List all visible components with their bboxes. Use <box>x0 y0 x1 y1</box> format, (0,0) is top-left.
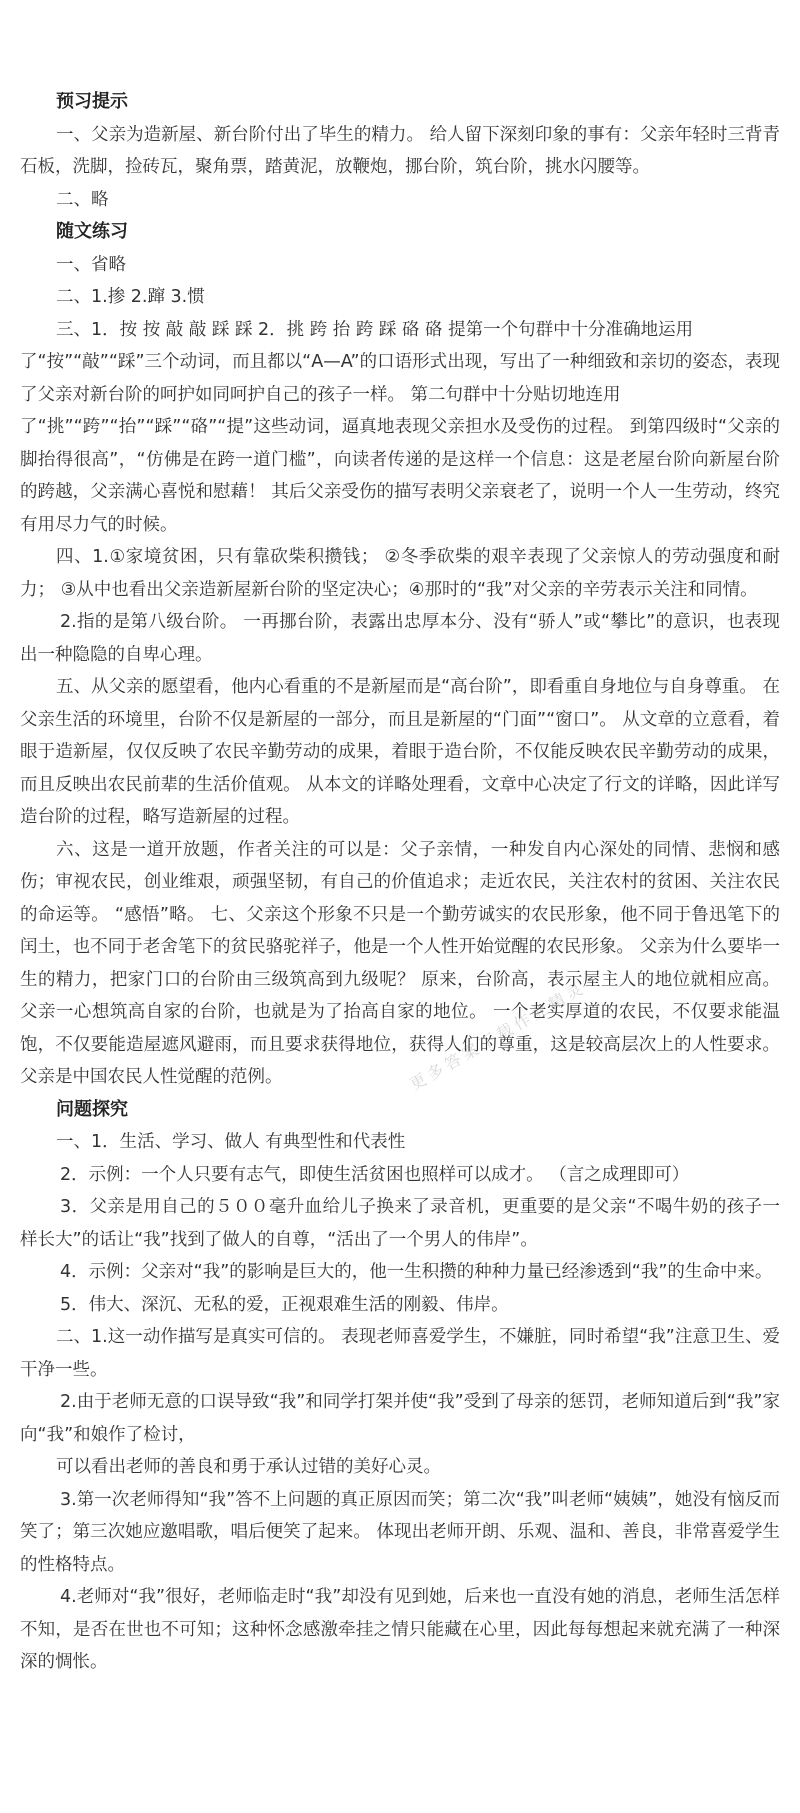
preview-paragraph: 二、略 <box>56 189 109 210</box>
inquiry-paragraph: 二、1.这一动作描写是真实可信的。 表现老师喜爱学生，不嫌脏，同时希望“我”注意卫生、爱干净一些。 <box>20 1327 780 1380</box>
heading-practice: 随文练习 <box>56 221 128 242</box>
inquiry-paragraph: 2．示例：一个人只要有志气，即使生活贫困也照样可以成才。 （言之成理即可） <box>60 1164 690 1185</box>
inquiry-paragraph: 5．伟大、深沉、无私的爱，正视艰难生活的刚毅、伟岸。 <box>60 1294 509 1315</box>
heading-inquiry: 问题探究 <box>56 1098 128 1120</box>
inquiry-paragraph: 一、1．生活、学习、做人 有典型性和代表性 <box>56 1132 406 1152</box>
practice-paragraph: 六、这是一道开放题，作者关注的可以是：父子亲情，一种发自内心深处的同情、悲悯和感伤；审视农民，创业维艰，顽强坚韧，有自己的价值追求；走近农民，关注农村的贫困、关注农民的命运等。 “感悟”略。 七、父亲这个形象不只是一个勤劳诚实的农民形象，他不同于鲁迅笔下的闰土，也不同于老舍笔下的贫民骆驼祥子，他是一个人性开始觉醒的农民形象。 父亲为什么要毕一生的精力，把家门口的台阶由三级筑高到九级呢？ 原来，台阶高，表示屋主人的地位就相应高。 父亲一心想筑高自家的台阶，也就是为了抬高自家的地位。 一个老实厚道的农民，不仅要求能温饱，不仅要能造屋遮风避雨，而且要求获得地位，获得人们的尊重，这是较高层次上的人性要求。 父亲是中国农民人性觉醒的范例。 <box>20 839 780 1087</box>
practice-paragraph: 三、1．按 按 敲 敲 踩 踩 2．挑 跨 抬 跨 踩 硌 硌 提第一个句群中十分准确地运用 <box>56 319 694 340</box>
practice-paragraph: 二、1.掺 2.蹿 3.惯 <box>56 287 205 307</box>
practice-paragraph: 一、省略 <box>56 254 126 275</box>
inquiry-paragraph: 可以看出老师的善良和勇于承认过错的美好心灵。 <box>56 1457 441 1477</box>
practice-paragraph: 四、1.①家境贫困，只有靠砍柴积攒钱； ②冬季砍柴的艰辛表现了父亲惊人的劳动强度和耐力； ③从中也看出父亲造新屋新台阶的坚定决心；④那时的“我”对父亲的辛劳表示关注和同情。 <box>20 547 780 600</box>
practice-paragraph: 了“挑”“跨”“抬”“踩”“硌”“提”这些动词，逼真地表现父亲担水及受伤的过程。 到第四级时“父亲的脚抬得很高”，“仿佛是在跨一道门槛”，向读者传递的是这样一个信息：这是老屋台阶向新屋台阶的跨越，父亲满心喜悦和慰藉！ 其后父亲受伤的描写表明父亲衰老了，说明一个人一生劳动，终究有用尽力气的时候。 <box>20 417 780 535</box>
practice-paragraph: 五、从父亲的愿望看，他内心看重的不是新屋而是“高台阶”，即看重自身地位与自身尊重。 在父亲生活的环境里，台阶不仅是新屋的一部分，而且是新屋的“门面”“窗口”。 从文章的立意看，着眼于造新屋，仅仅反映了农民辛勤劳动的成果，着眼于造台阶，不仅能反映农民辛勤劳动的成果，而且反映出农民前辈的生活价值观。 从本文的详略处理看，文章中心决定了行文的详略，因此详写造台阶的过程，略写造新屋的过程。 <box>20 677 780 827</box>
inquiry-paragraph: 3.第一次老师得知“我”答不上问题的真正原因而笑；第二次“我”叫老师“姨姨”，她没有恼反而笑了；第三次她应邀唱歌，唱后便笑了起来。 体现出老师开朗、乐观、温和、善良，非常喜爱学生的性格特点。 <box>20 1489 780 1575</box>
inquiry-paragraph: 4．示例：父亲对“我”的影响是巨大的，他一生积攒的种种力量已经渗透到“我”的生命中来。 <box>60 1262 773 1282</box>
practice-paragraph: 了“按”“敲”“踩”三个动词，而且都以“A—A”的口语形式出现，写出了一种细致和亲切的姿态，表现了父亲对新台阶的呵护如同呵护自己的孩子一样。 第二句群中十分贴切地连用 <box>20 352 780 405</box>
inquiry-paragraph: 2.由于老师无意的口误导致“我”和同学打架并使“我”受到了母亲的惩罚，老师知道后到“我”家向“我”和娘作了检讨， <box>20 1392 780 1445</box>
inquiry-paragraph: 3．父亲是用自己的５００毫升血给儿子换来了录音机，更重要的是父亲“不喝牛奶的孩子一样长大”的话让“我”找到了做人的自尊，“活出了一个男人的伟岸”。 <box>20 1197 780 1250</box>
practice-paragraph: 2.指的是第八级台阶。 一再挪台阶，表露出忠厚本分、没有“骄人”或“攀比”的意识，也表现出一种隐隐的自卑心理。 <box>20 612 780 665</box>
watermark: 更多答案下载作业精灵 <box>406 977 590 1095</box>
inquiry-paragraph: 4.老师对“我”很好，老师临走时“我”却没有见到她，后来也一直没有她的消息，老师生活怎样不知，是否在世也不可知；这种怀念感激牵挂之情只能藏在心里，因此每每想起来就充满了一种深深的惆怅。 <box>20 1587 780 1672</box>
heading-preview: 预习提示 <box>56 91 128 112</box>
preview-paragraph: 一、父亲为造新屋、新台阶付出了毕生的精力。 给人留下深刻印象的事有：父亲年轻时三背青石板，洗脚，捡砖瓦，聚角票，踏黄泥，放鞭炮，挪台阶，筑台阶，挑水闪腰等。 <box>20 124 780 177</box>
